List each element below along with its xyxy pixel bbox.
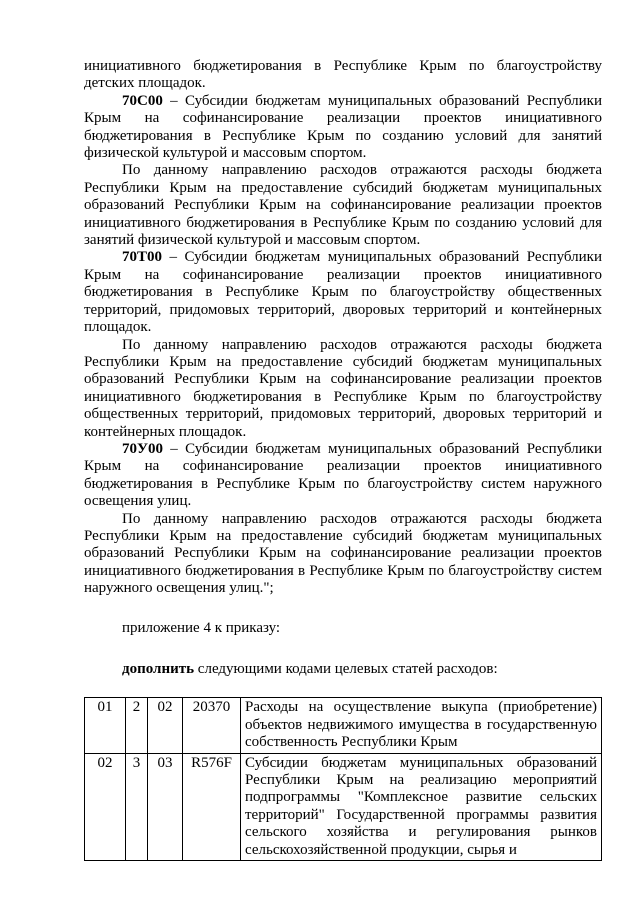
paragraph-text: По данному направлению расходов отражаются расходы бюджета Республики Крым на предоставление субсидий бюджетам муниципальных образований Республики Крым на софинансирование реализации проектов инициативного бюджетирования в Республике Крым по созданию условий для занятий физической культурой и массовым спортом.: [84, 162, 602, 249]
appendix-line: приложение 4 к приказу:: [122, 619, 281, 636]
code-label: 70У00: [122, 440, 164, 457]
cell-program: 01: [85, 698, 126, 753]
cell-main-activity: 02: [148, 698, 183, 753]
supplement-bold: дополнить: [122, 661, 195, 677]
cell-direction: R576F: [183, 753, 241, 860]
code-label: 70Т00: [122, 249, 163, 266]
cell-description: Субсидии бюджетам муниципальных образований Республики Крым на реализацию мероприятий подпрограммы "Комплексное развитие сельских территорий" Государственной программы развития сельского хозяйства и регулирования рынков сельскохозяйственной продукции, сырья и: [241, 753, 602, 860]
paragraph-text: инициативного бюджетирования в Республике Крым по благоустройству детских площадок.: [84, 58, 602, 92]
paragraph-text: – Субсидии бюджетам муниципальных образований Республики Крым на софинансирование реализации проектов инициативного бюджетирования в Республике Крым по созданию условий для занятий физической культурой и массовым спортом.: [84, 92, 602, 162]
paragraph-description: [84, 337, 602, 441]
code-label: 70С00: [122, 92, 163, 109]
paragraph-text: По данному направлению расходов отражаются расходы бюджета Республики Крым на предоставление субсидий бюджетам муниципальных образований Республики Крым на софинансирование реализации проектов инициативного бюджетирования в Республике Крым по благоустройству систем наружного освещения улиц.";: [84, 510, 602, 597]
supplement-line: [84, 661, 602, 678]
table-row: [85, 698, 602, 753]
paragraph-description: [84, 162, 602, 249]
cell-subprogram: 2: [126, 698, 148, 753]
paragraph-text: – Субсидии бюджетам муниципальных образований Республики Крым на софинансирование реализации проектов инициативного бюджетирования в Республике Крым по благоустройству общественных территорий, придомовых территорий, дворовых территорий и контейнерных площадок.: [84, 249, 602, 336]
paragraph-description: [84, 511, 602, 598]
paragraph-code-70U00: [84, 441, 602, 511]
paragraph-continuation: [84, 58, 602, 93]
paragraph-code-70C00: [84, 93, 602, 163]
paragraph-text: По данному направлению расходов отражаются расходы бюджета Республики Крым на предоставление субсидий бюджетам муниципальных образований Республики Крым на софинансирование реализации проектов инициативного бюджетирования в Республике Крым по благоустройству общественных территорий, придомовых территорий, дворовых территорий и контейнерных площадок.: [84, 336, 602, 440]
paragraph-text: – Субсидии бюджетам муниципальных образований Республики Крым на софинансирование реализации проектов инициативного бюджетирования в Республике Крым по благоустройству систем наружного освещения улиц.: [84, 440, 602, 510]
cell-program: 02: [85, 753, 126, 860]
cell-description: Расходы на осуществление выкупа (приобретение) объектов недвижимого имущества в государственную собственность Республики Крым: [241, 698, 602, 753]
target-codes-table: [84, 697, 602, 861]
paragraph-code-70T00: [84, 249, 602, 336]
cell-direction: 20370: [183, 698, 241, 753]
table-row: [85, 753, 602, 860]
cell-main-activity: 03: [148, 753, 183, 860]
supplement-rest: следующими кодами целевых статей расходов:: [194, 661, 498, 677]
cell-subprogram: 3: [126, 753, 148, 860]
